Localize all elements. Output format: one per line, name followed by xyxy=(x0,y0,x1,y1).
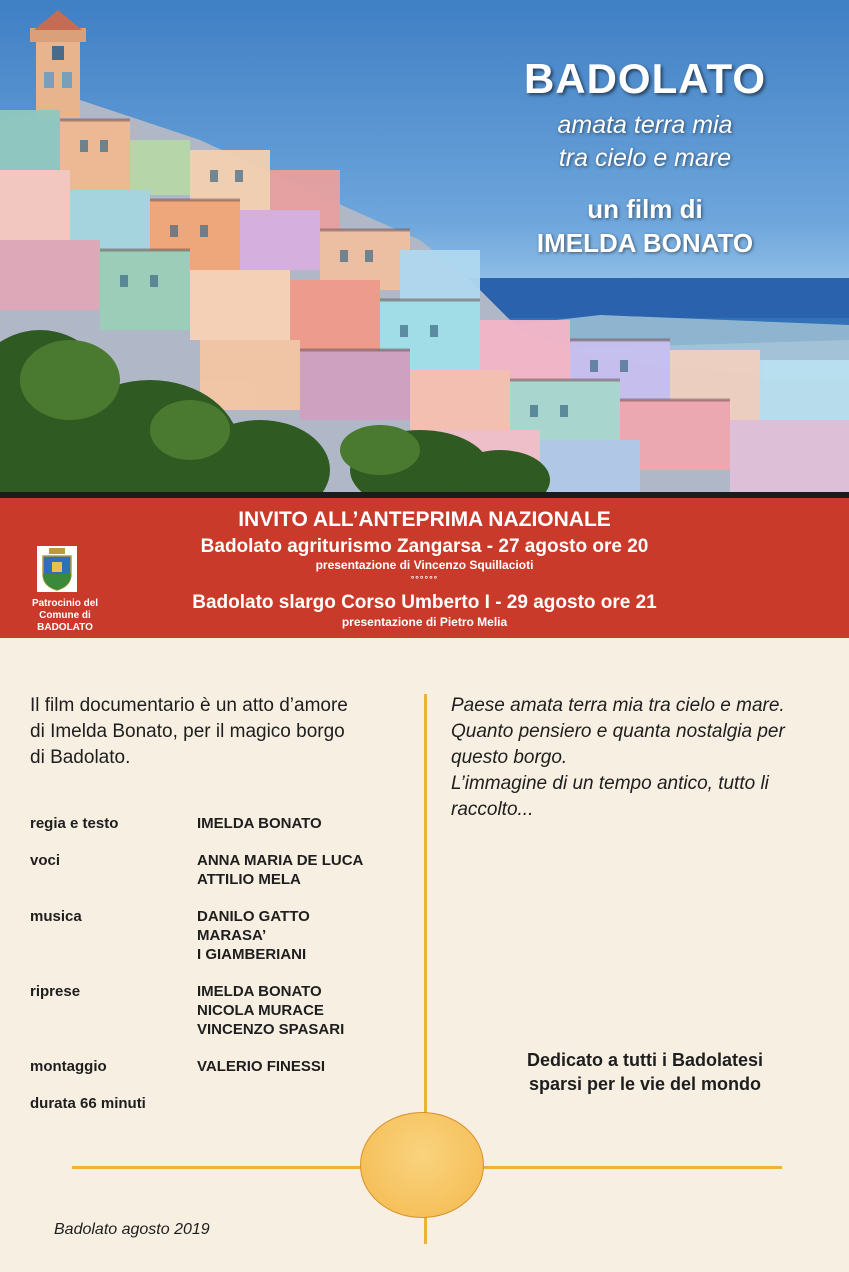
hero-director: IMELDA BONATO xyxy=(536,228,754,258)
intro-text xyxy=(30,693,410,771)
credit-riprese-value1: IMELDA BONATO xyxy=(197,983,322,1000)
event2-presenter: presentazione di Pietro Melia xyxy=(341,615,508,629)
credit-riprese-label: riprese xyxy=(30,983,81,1000)
credit-voci-label: voci xyxy=(30,852,61,869)
hero-subtitle-line1: amata terra mia xyxy=(557,111,733,139)
patron-line1: Patrocinio del xyxy=(31,598,99,609)
event-separator: °°°°°° xyxy=(410,574,439,584)
poem-line4: L’immagine di un tempo antico, tutto li xyxy=(451,773,769,794)
municipal-crest-icon xyxy=(37,546,77,592)
credit-musica-label: musica xyxy=(30,908,82,925)
credit-musica-value2: MARASA’ xyxy=(197,927,267,944)
poem-line5: raccolto... xyxy=(451,799,534,820)
dateline: Badolato agosto 2019 xyxy=(54,1221,210,1238)
credit-riprese-value2: NICOLA MURACE xyxy=(197,1002,324,1019)
dedication-line2: sparsi per le vie del mondo xyxy=(528,1074,762,1094)
intro-line1: Il film documentario è un atto d’amore xyxy=(30,695,348,716)
hero-image xyxy=(0,0,849,492)
credit-riprese-value3: VINCENZO SPASARI xyxy=(197,1021,345,1038)
dedication xyxy=(480,1048,810,1096)
hero-title: BADOLATO xyxy=(523,55,767,102)
poem-text xyxy=(451,693,831,823)
patron-line2: Comune di BADOLATO xyxy=(37,610,93,633)
credit-durata: durata 66 minuti xyxy=(30,1095,146,1112)
intro-line3: di Badolato. xyxy=(30,747,131,768)
hero-film-line1: un film di xyxy=(587,194,703,224)
intro-line2: di Imelda Bonato, per il magico borgo xyxy=(30,721,345,742)
credit-regia-label: regia e testo xyxy=(30,815,119,832)
invitation-band xyxy=(0,498,849,638)
event1-presenter: presentazione di Vincenzo Squillacioti xyxy=(315,558,534,572)
event2-title: Badolato slargo Corso Umberto I - 29 agosto ore 21 xyxy=(192,592,657,613)
credit-regia-value: IMELDA BONATO xyxy=(197,815,322,832)
sun-ornament xyxy=(360,1112,484,1218)
credit-voci-value1: ANNA MARIA DE LUCA xyxy=(197,852,364,869)
event1-title: Badolato agriturismo Zangarsa - 27 agosto ore 20 xyxy=(200,536,649,557)
credit-musica-value1: DANILO GATTO xyxy=(197,908,310,925)
credit-voci-value2: ATTILIO MELA xyxy=(197,871,301,888)
dedication-line1: Dedicato a tutti i Badolatesi xyxy=(526,1050,764,1070)
poem-line2: Quanto pensiero e quanta nostalgia per xyxy=(451,721,785,742)
hero-subtitle-line2: tra cielo e mare xyxy=(558,144,732,172)
credit-montaggio-value: VALERIO FINESSI xyxy=(197,1058,326,1075)
invitation-heading: INVITO ALL’ANTEPRIMA NAZIONALE xyxy=(238,508,611,531)
credit-montaggio-label: montaggio xyxy=(30,1058,107,1075)
poem-line3: questo borgo. xyxy=(451,747,568,768)
credit-musica-value3: I GIAMBERIANI xyxy=(197,946,307,963)
patron-text xyxy=(10,598,120,634)
poem-line1: Paese amata terra mia tra cielo e mare. xyxy=(451,695,785,716)
